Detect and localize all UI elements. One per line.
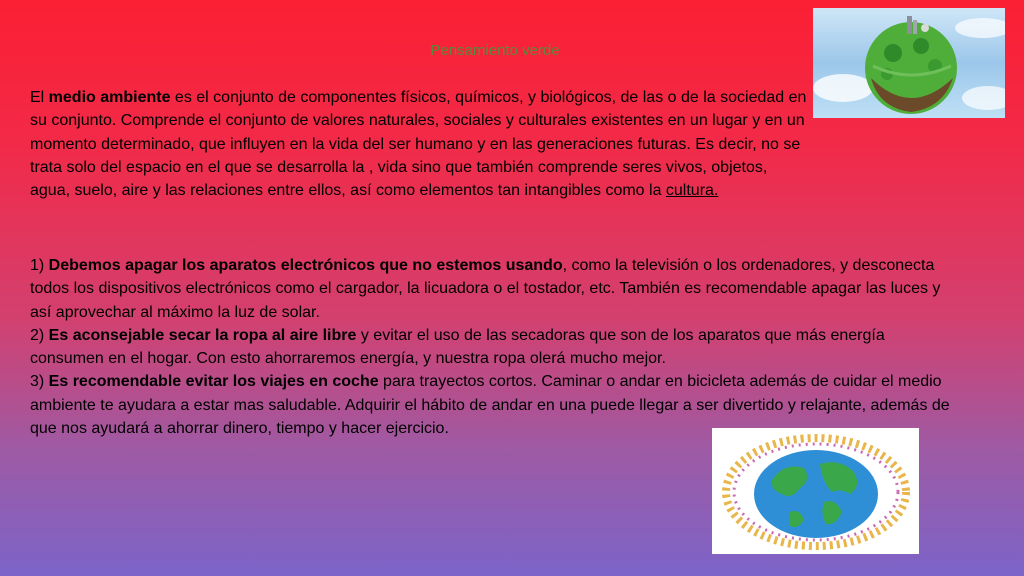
intro-paragraph xyxy=(30,86,810,202)
culture-link[interactable]: cultura. xyxy=(665,182,719,200)
tip-number: 2) xyxy=(30,326,49,344)
intro-text-2: es el conjunto de componentes físicos, químicos, y biológicos, de las o de la sociedad en su conjunto. Comprende el conjunto de valores naturales, sociales y culturales existentes en un lugar y en un momento determinado, que influyen en la vida del ser humano y en las generaciones futuras. Es decir, no se trata solo del espacio en el que se desarrolla la , vida sino que también comprende seres vivos, objetos, agua, suelo, aire y las relaciones entre ellos, así como elementos tan intangibles como la xyxy=(30,89,807,200)
tip-number: 1) xyxy=(30,257,49,274)
tip-text: para trayectos cortos. Caminar o andar en bicicleta además de cuidar el medio ambiente te ayudara a estar mas saludable. Adquirir el hábito de andar en una puede llegar a ser divertido y relajante, además de que nos ayudará a ahorrar dinero, tiempo y hacer ejercicio. xyxy=(30,373,950,438)
tips-list xyxy=(30,254,960,440)
green-planet-image xyxy=(813,8,1005,118)
intro-text-1: El xyxy=(30,89,49,106)
tip-number: 3) xyxy=(30,373,49,391)
tip-item xyxy=(30,324,960,371)
intro-bold-term: medio ambiente xyxy=(48,89,171,106)
tip-bold: Es recomendable evitar los viajes en coche xyxy=(48,373,379,391)
tip-bold: Es aconsejable secar la ropa al aire libre xyxy=(48,326,357,344)
tip-text: , como la televisión o los ordenadores, y desconecta todos los dispositivos electrónicos como el cargador, la licuadora o el tostador, etc. También es recomendable apagar las luces y así aprovechar al máximo la luz de solar. xyxy=(30,257,941,321)
children-around-globe-image xyxy=(712,428,919,554)
tip-bold: Debemos apagar los aparatos electrónicos que no estemos usando xyxy=(48,257,563,274)
tip-item xyxy=(30,254,960,324)
tip-text: y evitar el uso de las secadoras que son de los aparatos que más energía consumen en el hogar. Con esto ahorraremos energía, y nuestra ropa olerá mucho mejor. xyxy=(30,326,885,368)
slide-title: Pensamiento verde xyxy=(430,42,560,59)
